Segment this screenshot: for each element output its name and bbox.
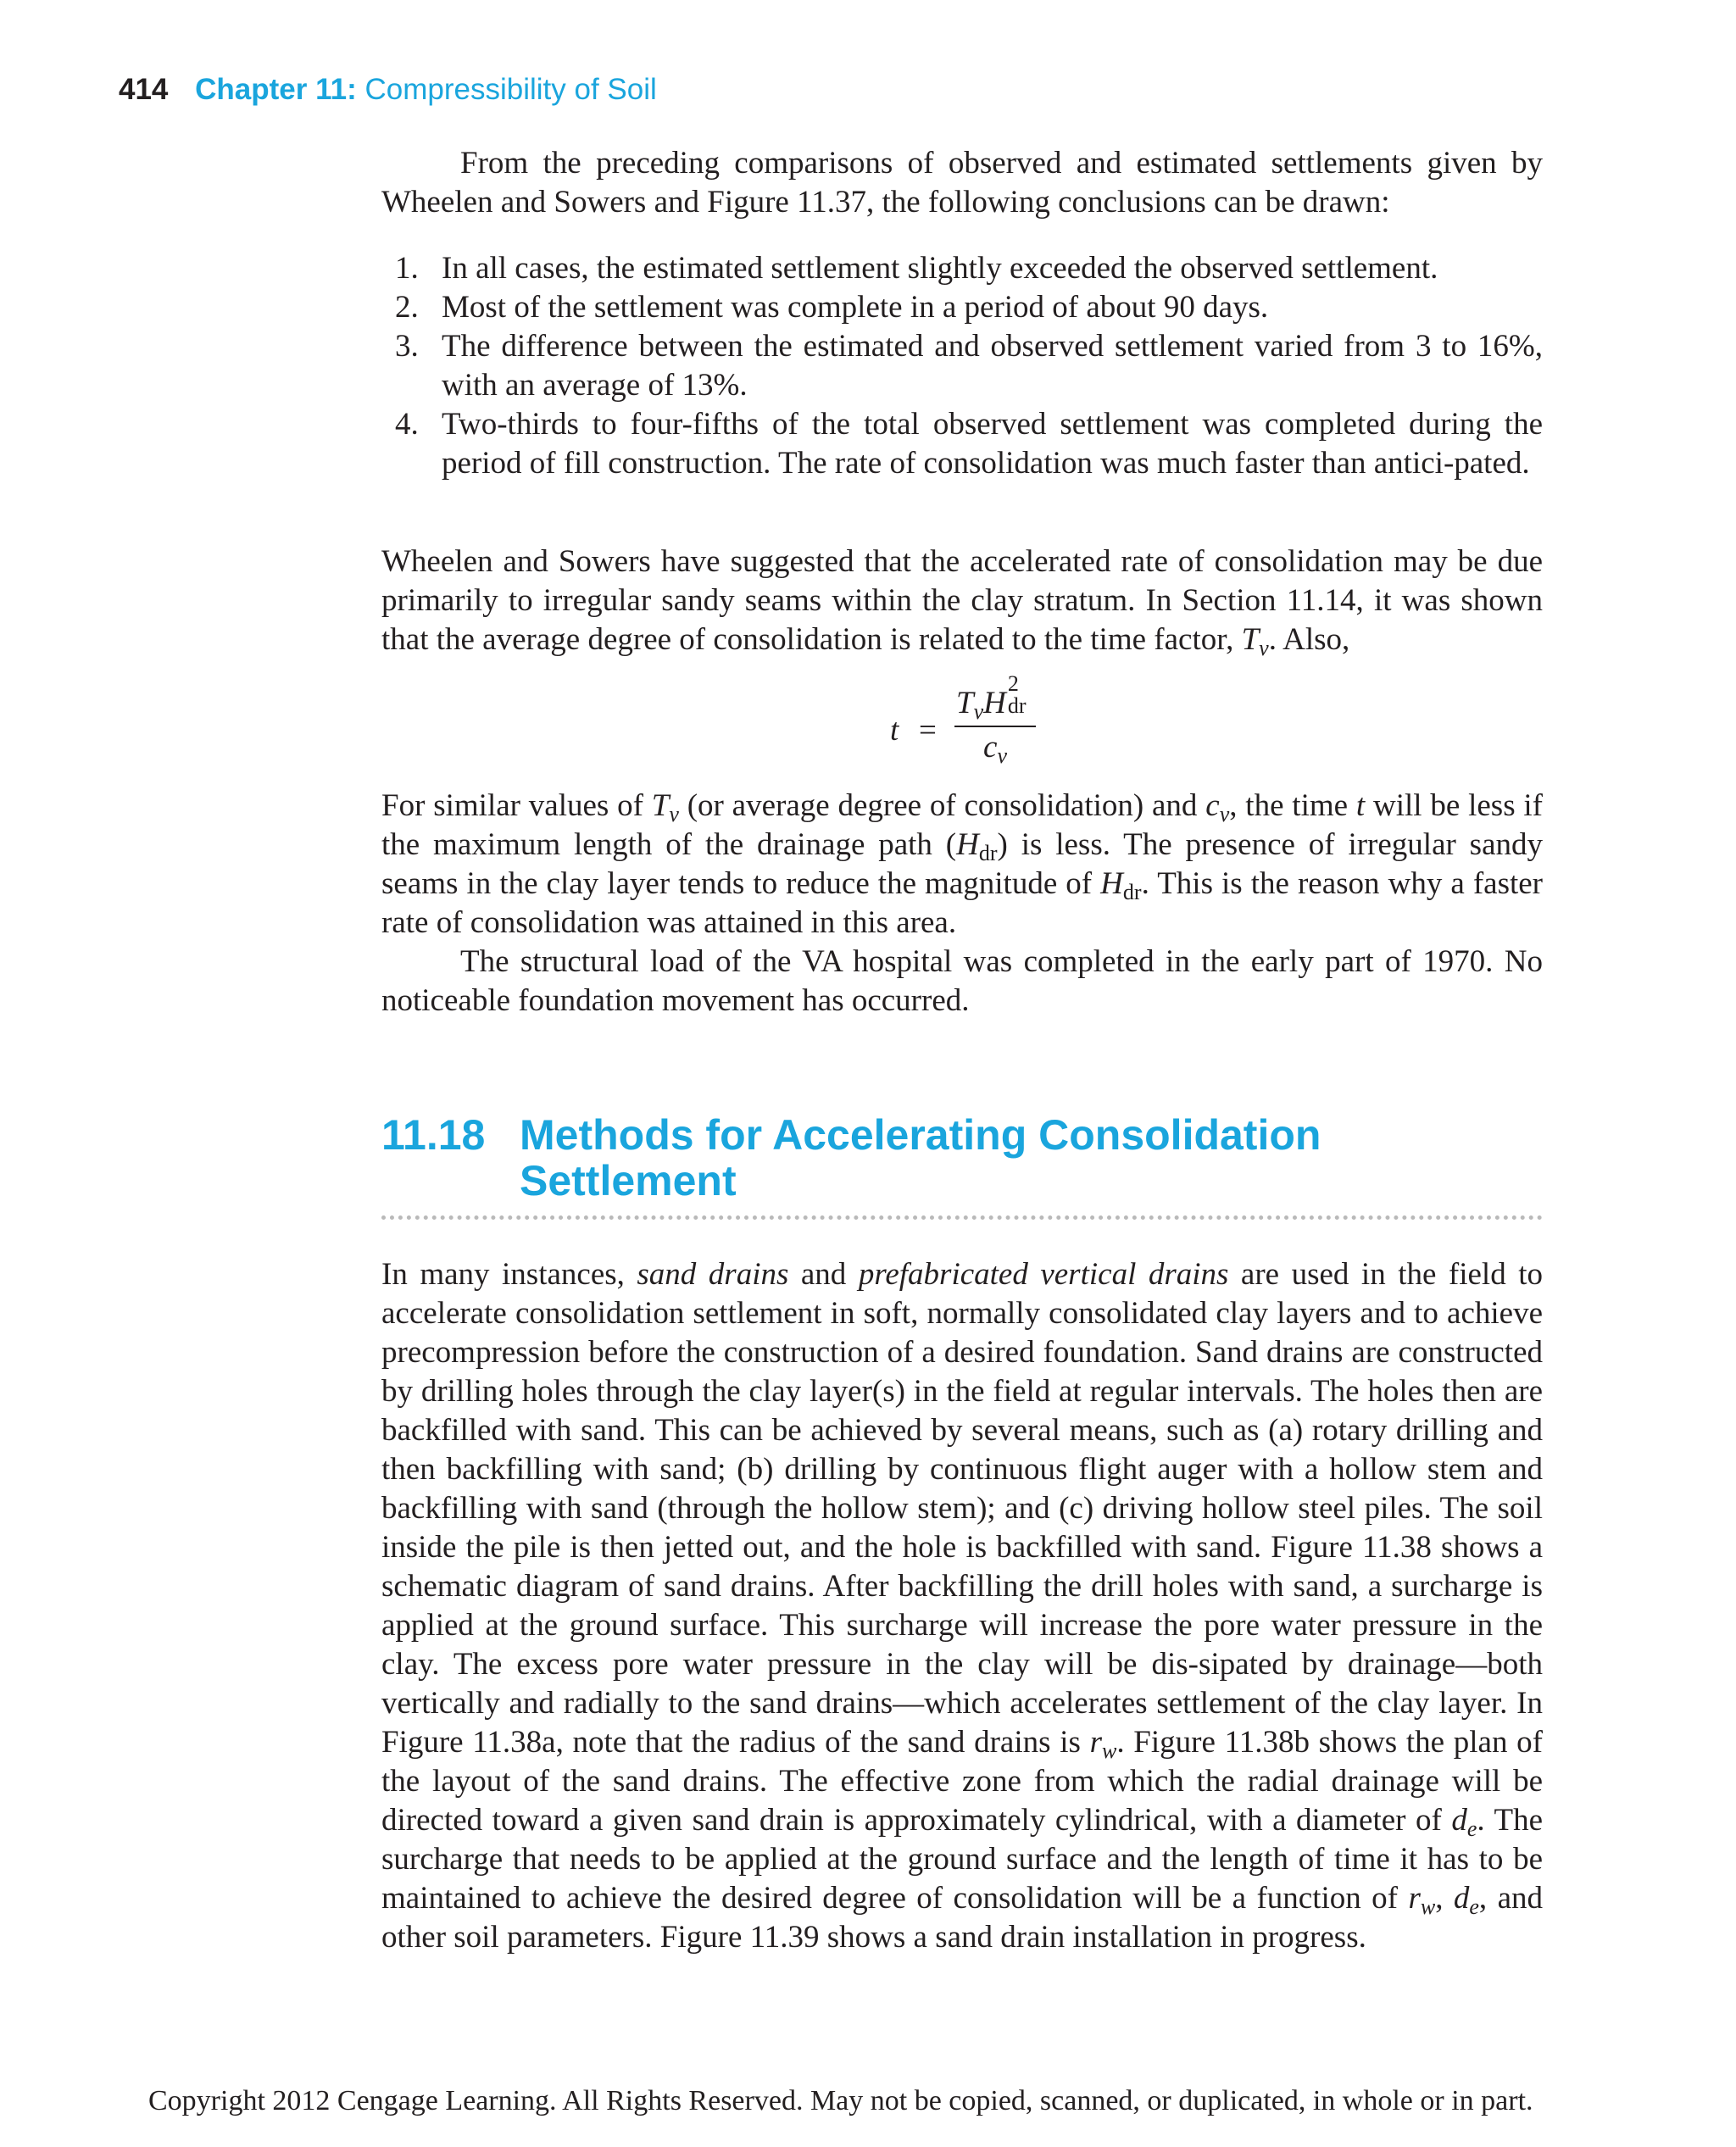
fraction-bar [954, 726, 1036, 727]
intro-paragraph [381, 144, 1543, 222]
list-item [381, 327, 1543, 405]
list-number: 1. [395, 251, 419, 286]
list-item [381, 288, 1543, 327]
paragraph-2: Wheelen and Sowers have suggested that the accelerated rate of consolidation may be due primarily to irregular sandy seams within the clay stratum. In Section 11.14, it was shown that the average degree of consolidation is related to the time factor, $T_v$. Also, [381, 544, 1543, 660]
section-divider [381, 1215, 1543, 1220]
list-number: 4. [395, 407, 419, 442]
running-head [119, 71, 657, 108]
list-text: Most of the settlement was complete in a period of about 90 days. [442, 290, 1269, 325]
list-item [381, 405, 1543, 483]
page-number: 414 [119, 73, 169, 106]
paragraph-3: For similar values of $T_v$ (or average degree of consolidation) and $c_v$, the time t will be less if the maximum length of the drainage path $(H_{dr})$ is less. The presence of irregular sandy seams in the clay layer tends to reduce the magnitude of $H_{dr}$. This is the reason why a faster rate of consolidation was attained in this area. The structural load of the VA hospital was completed in the early part of 1970. No noticeable foundation movement has occurred. [381, 787, 1543, 1021]
chapter-title: Compressibility of Soil [364, 73, 657, 106]
conclusions-list [381, 249, 1543, 483]
paragraph-4: The structural load of the VA hospital was completed in the early part of 1970. No noticeable foundation movement has occurred. [381, 944, 1543, 1018]
list-number: 2. [395, 290, 419, 325]
equation-denominator: $c_v$ [983, 730, 1007, 768]
list-number: 3. [395, 329, 419, 364]
list-item [381, 249, 1543, 288]
list-text: In all cases, the estimated settlement slightly exceeded the observed settlement. [442, 251, 1438, 286]
section-title: Methods for Accelerating Consolidation Settlement [520, 1111, 1321, 1204]
list-text: The difference between the estimated and observed settlement varied from 3 to 16%, with an average of 13%. [442, 329, 1543, 403]
list-text: Two-thirds to four-fifths of the total observed settlement was completed during the period of fill construction. The rate of consolidation was much faster than antici-pated. [442, 407, 1543, 481]
time-equation: t = $T_vH$ 2 dr $c_v$ [890, 685, 1077, 770]
chapter-label: Chapter 11: [195, 73, 357, 106]
intro-text: From the preceding comparisons of observed and estimated settlements given by Wheelen and Sowers and Figure 11.37, the following conclusions can be drawn: [381, 146, 1543, 220]
section-number: 11.18 [381, 1111, 486, 1159]
equation-numerator: $T_vH$ 2 dr [956, 671, 1027, 724]
copyright-footer: Copyright 2012 Cengage Learning. All Rights Reserved. May not be copied, scanned, or duplicated, in whole or in part. [148, 2085, 1533, 2116]
paragraph-5: In many instances, sand drains and prefabricated vertical drains are used in the field to accelerate consolidation settlement in soft, normally consolidated clay layers and to achieve precompression before the construction of a desired foundation. Sand drains are constructed by drilling holes through the clay layer(s) in the field at regular intervals. The holes then are backfilled with sand. This can be achieved by several means, such as (a) rotary drilling and then backfilling with sand; (b) drilling by continuous flight auger with a hollow stem and backfilling with sand (through the hollow stem); and (c) driving hollow steel piles. The soil inside the pile is then jetted out, and the hole is backfilled with sand. Figure 11.38 shows a schematic diagram of sand drains. After backfilling the drill holes with sand, a surcharge is applied at the ground surface. This surcharge will increase the pore water pressure in the clay. The excess pore water pressure in the clay will be dis-sipated by drainage—both vertically and radially to the sand drains—which accelerates settlement of the clay layer. In Figure 11.38a, note that the radius of the sand drains is $r_w$. Figure 11.38b shows the plan of the layout of the sand drains. The effective zone from which the radial drainage will be directed toward a given sand drain is approximately cylindrical, with a diameter of $d_e$. The surcharge that needs to be applied at the ground surface and the length of time it has to be maintained to achieve the desired degree of consolidation will be a function of $r_w$, $d_e$, and other soil parameters. Figure 11.39 shows a sand drain installation in progress. [381, 1257, 1544, 1955]
